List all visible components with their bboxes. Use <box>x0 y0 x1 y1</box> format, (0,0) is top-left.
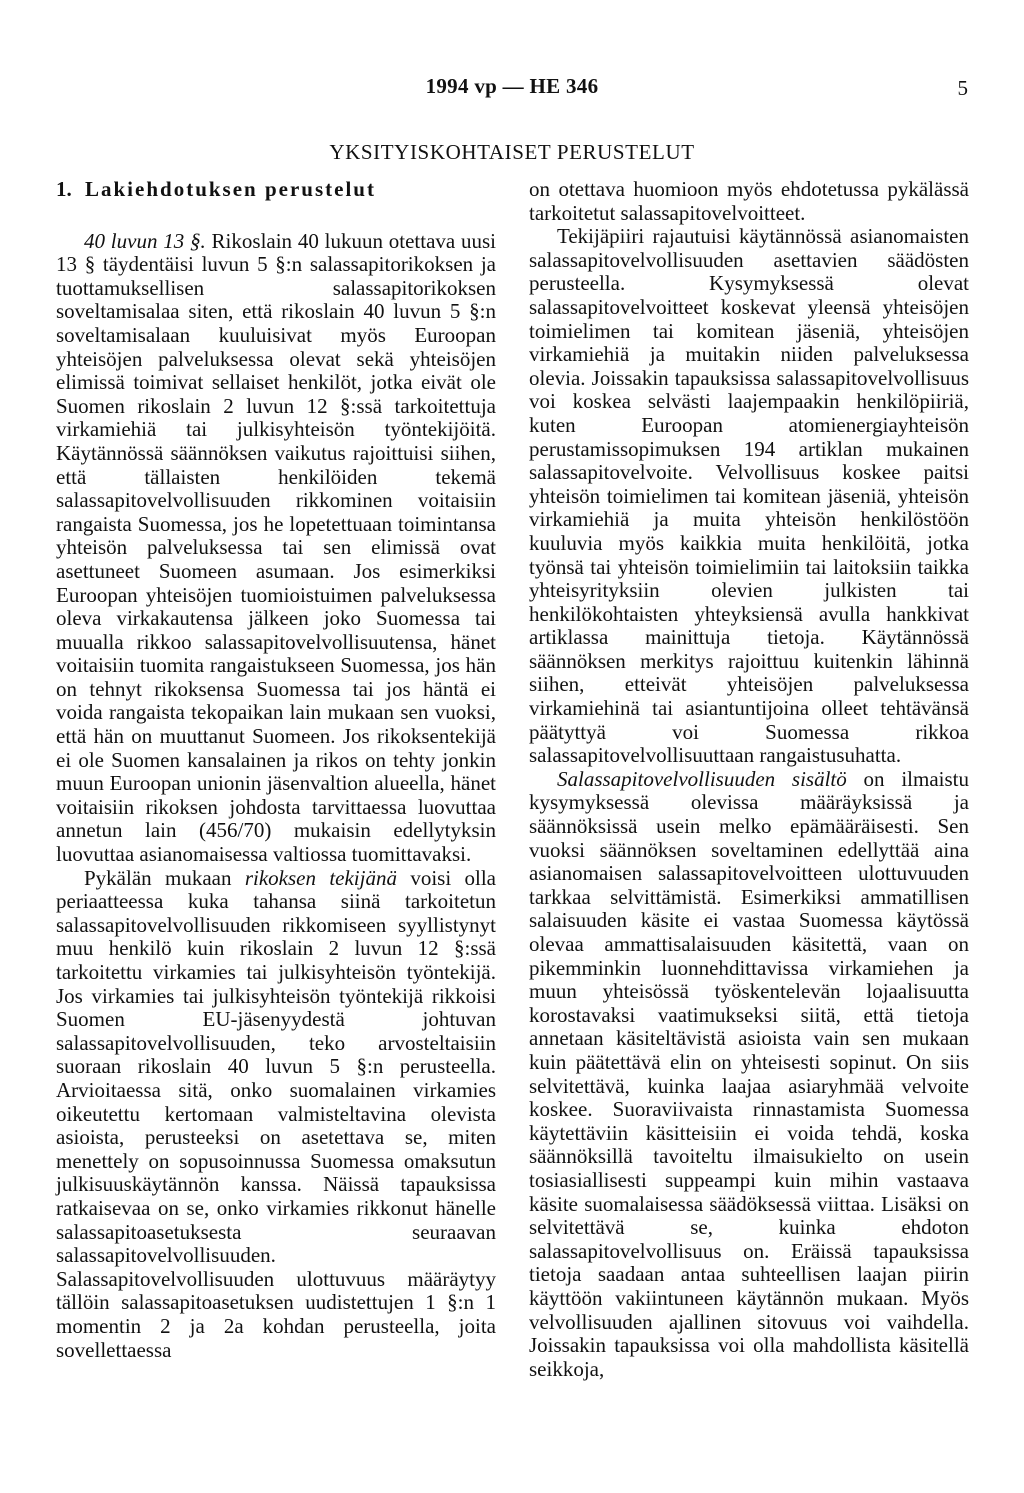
paragraph-emphasis: Salassapitovelvollisuuden sisältö <box>557 766 847 791</box>
paragraph-text: Rikoslain 40 lukuun otettava uusi 13 § täydentäisi luvun 5 §:n salassapitorikoksen ja tuottamuksellisen salassapitorikoksen soveltamisalaa siten, että rikoslain 40 luvun 5 §:n soveltamisalaan kuuluisivat myös Euroopan yhteisöjen palveluksessa olevat sekä yhteisöjen elimissä toimivat sellaiset henkilöt, jotka eivät ole Suomen rikoslain 2 luvun 12 §:ssä tarkoitettuja virkamiehiä tai julkisyhteisön työntekijöitä. Käytännössä säännöksen vaikutus rajoittuisi siihen, että tällaisten henkilöiden tekemä salassapitovelvollisuuden rikkominen voitaisiin rangaista Suomessa, jos he lopetettuaan toimintansa yhteisön palveluksessa tai sen elimissä ovat asettuneet Suomeen asumaan. Jos esimerkiksi Euroopan yhteisöjen tuomioistuimen palveluksessa oleva virkakautensa jälkeen joko Suomessa tai muualla rikkoo salassapitovelvollisuutensa, hänet voitaisiin tuomita rangaistukseen Suomessa, jos hän on tehnyt rikoksensa Suomessa tai jos häntä ei voida rangaista tekopaikan lain mukaan sen vuoksi, että hän on muuttanut Suomeen. Jos rikoksentekijä ei ole Suomen kansalainen ja rikos on tehty jonkin muun Euroopan unionin jäsenvaltion alueella, hänet voitaisiin rikoksen johdosta tarvittaessa luovuttaa annetun lain (456/70) mukaisin edellytyksin luovuttaa asianomaisessa valtiossa tuomittavaksi. <box>56 228 497 867</box>
section-number: 1. <box>56 177 72 201</box>
left-column <box>56 178 496 1362</box>
main-title: YKSITYISKOHTAISET PERUSTELUT <box>329 140 695 164</box>
paragraph <box>56 230 496 867</box>
paragraph <box>529 768 969 1381</box>
paragraph <box>56 867 496 1362</box>
section-title: Lakiehdotuksen perustelut <box>85 177 376 201</box>
section-heading <box>56 178 496 202</box>
paragraph-label: 40 luvun 13 §. <box>84 228 206 253</box>
page-number: 5 <box>957 76 968 100</box>
running-header <box>0 74 1024 104</box>
right-column <box>529 178 969 1381</box>
paragraph: on otettava huomioon myös ehdotetussa pykälässä tarkoitetut salassapitovelvoitteet. <box>529 177 969 225</box>
paragraph-emphasis: rikoksen tekijänä <box>244 865 397 890</box>
paragraph: Tekijäpiiri rajautuisi käytännössä asianomaisten salassapitovelvollisuuden asettavien säädösten perusteella. Kysymyksessä olevat salassapitovelvoitteet koskevat yleensä yhteisöjen toimielimen tai komitean jäseniä, yhteisöjen virkamiehiä ja muitakin niiden palveluksessa olevia. Joissakin tapauksissa salassapitovelvollisuus voi koskea selvästi laajempaakin henkilöpiiriä, kuten Euroopan atomienergiayhteisön perustamissopimuksen 194 artiklan mukainen salassapitovelvoite. Velvollisuus koskee paitsi yhteisön toimielimen tai komitean jäseniä, yhteisön virkamiehiä ja muita yhteisön henkilöstöön kuuluvia myös kaikkia muita henkilöitä, jotka työnsä tai yhteisön toimielimiin tai laitoksiin taikka yhteisyrityksiin olevien julkisten tai henkilökohtaisten yhteyksiensä avulla hankkivat artiklassa mainittuja tietoja. Käytännössä säännöksen merkitys rajoittuu kuitenkin lähinnä siihen, etteivät yhteisöjen palveluksessa virkamiehinä tai asiantuntijoina olleet tehtävänsä päätyttyä voi Suomessa rikkoa salassapitovelvollisuuttaan rangaistusuhatta. <box>529 224 969 768</box>
paragraph-text: Pykälän mukaan <box>84 865 245 890</box>
running-title: 1994 vp — HE 346 <box>425 74 599 98</box>
paragraph-text: on ilmaistu kysymyksessä olevissa määräyksissä ja säännöksissä usein melko epämääräisesti. Sen vuoksi säännöksen soveltaminen edellyttää aina asianomaisen salassapitovelvoitteen ulottuvuuden tarkkaa selvittämistä. Esimerkiksi ammatillisen salaisuuden käsite ei vastaa Suomessa käytössä olevaa ammattisalaisuuden käsitettä, vaan on pikemminkin luonnehdittavissa virkamiehen ja muun yhteisössä työskentelevän lojaalisuutta korostavaksi vaatimukseksi siitä, että tietoja annetaan käsiteltävistä asioista vain sen mukaan kuin päätettävä elin on yhteisesti sopinut. On siis selvitettävä, kuinka laajaa asiaryhmää velvoite koskee. Suoraviivaista rinnastamista Suomessa käytettäviin käsitteisiin ei voida tehdä, koska säännöksillä tavoiteltu ilmaisukielto on usein tosiasiallisesti suppeampi kuin mihin vastaava käsite suomalaisessa säädöksessä viittaa. Lisäksi on selvitettävä se, kuinka ehdoton salassapitovelvollisuus on. Eräissä tapauksissa tietoja saadaan antaa suhteellisen laajan piirin käyttöön vakiintuneen käytännön mukaan. Myös velvollisuuden ajallinen sitovuus voi vaihdella. Joissakin tapauksissa voi olla mahdollista käsitellä seikkoja, <box>529 766 969 1381</box>
paragraph-text: voisi olla periaatteessa kuka tahansa siinä tarkoitetun salassapitovelvollisuuden rikkomiseen syyllistynyt muu henkilö kuin rikoslain 2 luvun 12 §:ssä tarkoitettu virkamies tai julkisyhteisön työntekijä. Jos virkamies tai julkisyhteisön työntekijä rikkoisi Suomen EU-jäsenyydestä johtuvan salassapitovelvollisuuden, teko arvosteltaisiin suoraan rikoslain 40 luvun 5 §:n perusteella. Arvioitaessa sitä, onko suomalainen virkamies oikeutettu kertomaan valmisteltavina olevista asioista, perusteeksi on asetettava se, miten menettely on sopusoinnussa Suomessa omaksutun julkisuuskäytännön kanssa. Näissä tapauksissa ratkaisevaa on se, onko virkamies rikkonut hänelle salassapitoasetuksesta seuraavan salassapitovelvollisuuden. Salassapitovelvollisuuden ulottuvuus määräytyy tällöin salassapitoasetuksen uudistettujen 1 §:n 1 momentin 2 ja 2a kohdan perusteella, joita sovellettaessa <box>56 865 496 1362</box>
